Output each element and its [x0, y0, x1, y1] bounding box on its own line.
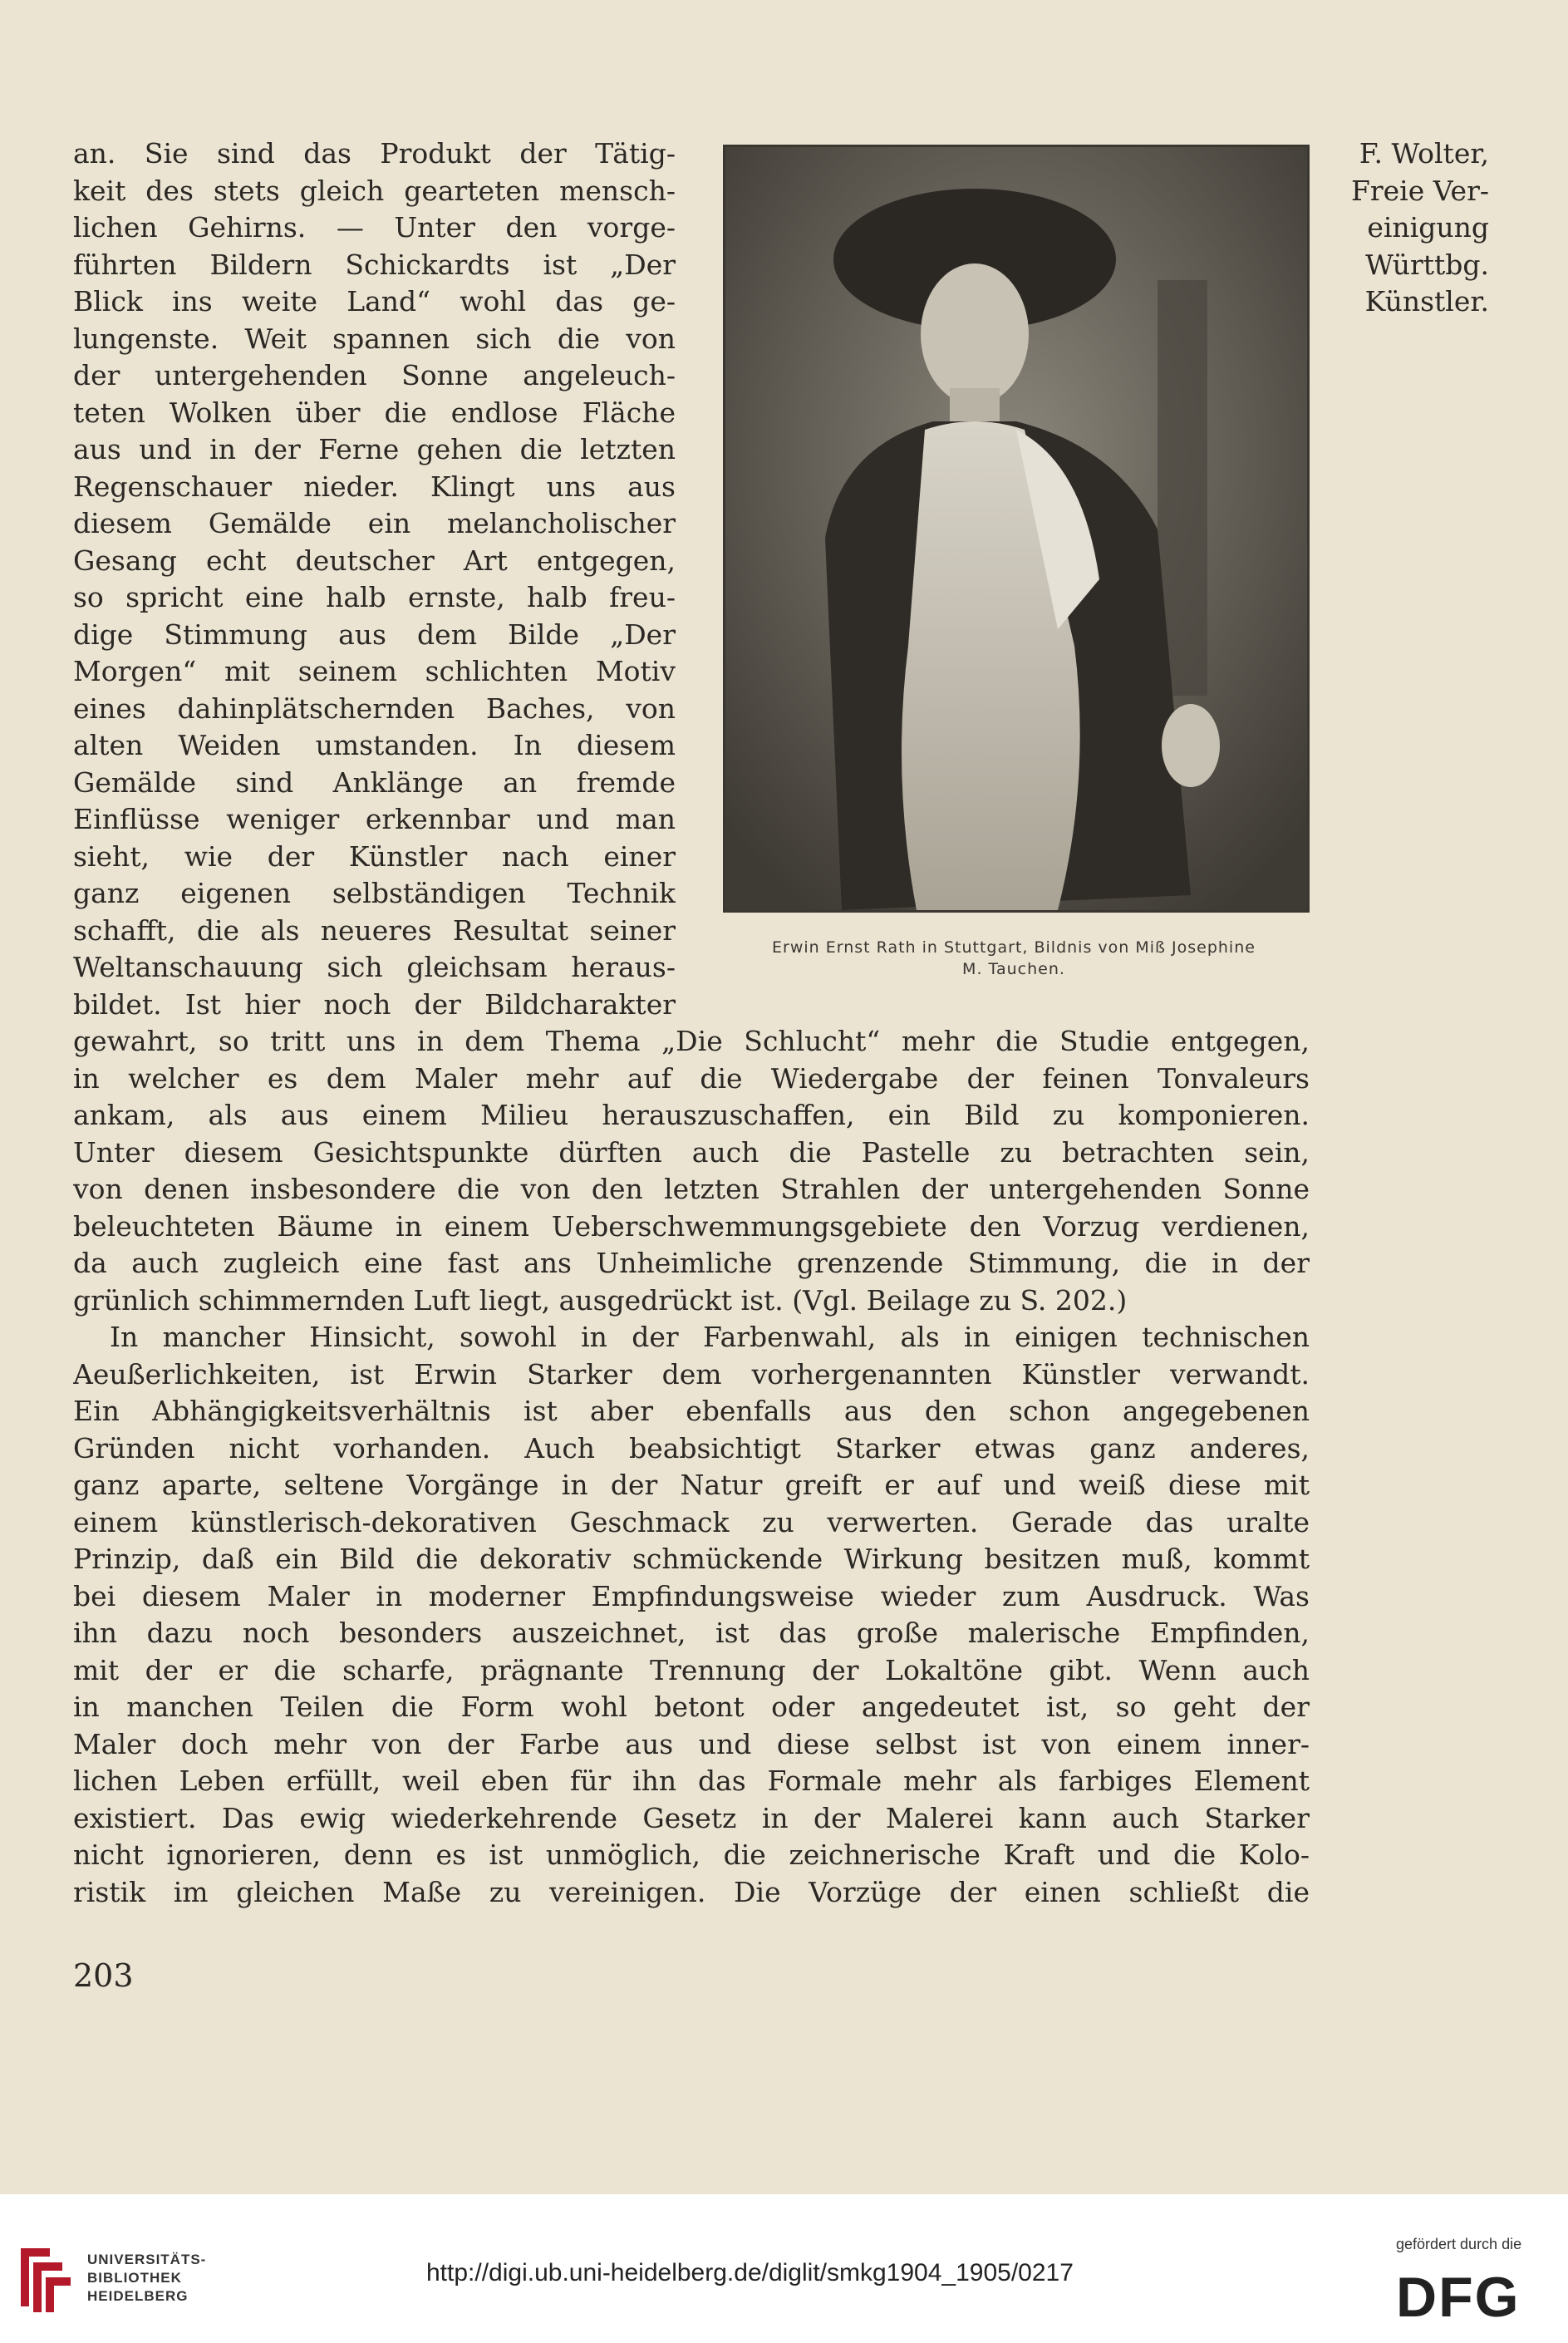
text-line: mit der er die scharfe, prägnante Trennung der Lokaltöne gibt. Wenn auch	[73, 1653, 1310, 1686]
text-line: führten Bildern Schickardts ist „Der	[73, 248, 676, 281]
text-line: eines dahinplätschernden Baches, von	[73, 692, 676, 725]
text-line: der untergehenden Sonne angeleuch-	[73, 359, 676, 391]
library-name[interactable]	[87, 2251, 206, 2306]
side-note-line: Württbg.	[1365, 248, 1489, 281]
library-line: BIBLIOTHEK	[87, 2270, 182, 2286]
library-logo-icon[interactable]	[17, 2244, 75, 2315]
text-line: ristik im gleichen Maße zu vereinigen. Die Vorzüge der einen schließt die	[73, 1875, 1310, 1908]
text-line: beleuchteten Bäume in einem Ueberschwemmungsgebiete den Vorzug verdienen,	[73, 1209, 1310, 1243]
text-line: Einflüsse weniger erkennbar und man	[73, 803, 676, 835]
source-url-link[interactable]: http://digi.ub.uni-heidelberg.de/diglit/smkg1904_1905/0217	[426, 2259, 1074, 2286]
text-line: aus und in der Ferne gehen die letzten	[73, 433, 676, 465]
text-line: diesem Gemälde ein melancholischer	[73, 507, 676, 539]
text-line: grünlich schimmernden Luft liegt, ausgedrückt ist. (Vgl. Beilage zu S. 202.)	[73, 1283, 1128, 1317]
text-line: sieht, wie der Künstler nach einer	[73, 839, 676, 873]
text-line: ankam, als aus einem Milieu herauszuschaffen, ein Bild zu komponieren.	[73, 1099, 1310, 1131]
caption-line-1: Erwin Ernst Rath in Stuttgart, Bildnis von Miß Josephine	[772, 938, 1256, 957]
text-line: dige Stimmung aus dem Bilde „Der	[73, 618, 676, 651]
text-line: Blick ins weite Land“ wohl das ge-	[73, 285, 676, 317]
text-line: schafft, die als neueres Resultat seiner	[73, 913, 676, 947]
text-line: alten Weiden umstanden. In diesem	[73, 729, 676, 761]
caption-line-2: M. Tauchen.	[962, 960, 1065, 978]
text-line: bildet. Ist hier noch der Bildcharakter	[73, 987, 676, 1021]
text-line: Ein Abhängigkeitsverhältnis ist aber ebenfalls aus den schon angegebenen	[73, 1395, 1310, 1427]
text-line: gewahrt, so tritt uns in dem Thema „Die Schlucht“ mehr die Studie entgegen,	[73, 1025, 1310, 1057]
text-line: so spricht eine halb ernste, halb freu-	[73, 581, 676, 613]
side-note-line: einigung	[1367, 211, 1489, 244]
text-line: Aeußerlichkeiten, ist Erwin Starker dem vorhergenannten Künstler verwandt.	[73, 1357, 1310, 1391]
text-line: lichen Gehirns. — Unter den vorge-	[73, 211, 676, 244]
text-line: ganz aparte, seltene Vorgänge in der Natur greift er auf und weiß diese mit	[73, 1469, 1310, 1501]
text-line: Prinzip, daß ein Bild die dekorativ schmückende Wirkung besitzen muß, kommt	[73, 1543, 1310, 1575]
side-note-line: Freie Ver-	[1350, 174, 1489, 207]
text-line: bei diesem Maler in moderner Empfindungsweise wieder zum Ausdruck. Was	[73, 1579, 1310, 1612]
side-note-line: F. Wolter,	[1359, 137, 1489, 170]
portrait-illustration	[723, 145, 1310, 913]
text-line: Morgen“ mit seinem schlichten Motiv	[73, 655, 676, 687]
text-line: nicht ignorieren, denn es ist unmöglich, die zeichnerische Kraft und die Kolo-	[73, 1838, 1310, 1871]
text-line: Gründen nicht vorhanden. Auch beabsichtigt Starker etwas ganz anderes,	[73, 1431, 1310, 1464]
text-line: Gesang echt deutscher Art entgegen,	[73, 544, 676, 577]
side-note	[1339, 135, 1489, 321]
text-line: lungenste. Weit spannen sich die von	[73, 322, 676, 355]
text-line: von denen insbesondere die von den letzten Strahlen der untergehenden Sonne	[73, 1173, 1310, 1205]
figure-caption	[715, 937, 1313, 980]
text-line: Regenschauer nieder. Klingt uns aus	[73, 470, 676, 503]
text-line: keit des stets gleich gearteten mensch-	[73, 174, 676, 207]
page-number: 203	[73, 1957, 134, 1994]
library-line: UNIVERSITÄTS-	[87, 2252, 207, 2267]
text-line: lichen Leben erfüllt, weil eben für ihn das Formale mehr als farbiges Element	[73, 1765, 1310, 1797]
text-line: an. Sie sind das Produkt der Tätig-	[73, 137, 676, 170]
library-line: HEIDELBERG	[87, 2288, 189, 2304]
text-line: existiert. Das ewig wiederkehrende Gesetz in der Malerei kann auch Starker	[73, 1801, 1310, 1834]
text-line: Gemälde sind Anklänge an fremde	[73, 765, 676, 799]
text-line: teten Wolken über die endlose Fläche	[73, 396, 676, 429]
text-line: ganz eigenen selbständigen Technik	[73, 877, 676, 909]
side-note-line: Künstler.	[1364, 285, 1489, 317]
text-line: In mancher Hinsicht, sowohl in der Farbenwahl, als in einigen technischen	[110, 1321, 1310, 1353]
funder-tagline: gefördert durch die	[1396, 2236, 1522, 2252]
left-column-text	[73, 135, 676, 1023]
text-line: Weltanschauung sich gleichsam heraus-	[73, 951, 676, 983]
dfg-logo[interactable]: DFG	[1396, 2266, 1521, 2329]
text-line: ihn dazu noch besonders auszeichnet, ist das große malerische Empfinden,	[73, 1617, 1310, 1649]
text-line: einem künstlerisch-dekorativen Geschmack zu verwerten. Gerade das uralte	[73, 1505, 1310, 1538]
text-line: Maler doch mehr von der Farbe aus und diese selbst ist von einem inner-	[73, 1727, 1310, 1760]
text-line: Unter diesem Gesichtspunkte dürften auch die Pastelle zu betrachten sein,	[73, 1135, 1310, 1169]
text-line: da auch zugleich eine fast ans Unheimliche grenzende Stimmung, die in der	[73, 1247, 1310, 1279]
text-line: in welcher es dem Maler mehr auf die Wiedergabe der feinen Tonvaleurs	[73, 1061, 1310, 1095]
text-line: in manchen Teilen die Form wohl betont oder angedeutet ist, so geht der	[73, 1691, 1310, 1723]
full-width-text	[73, 1023, 1310, 1911]
